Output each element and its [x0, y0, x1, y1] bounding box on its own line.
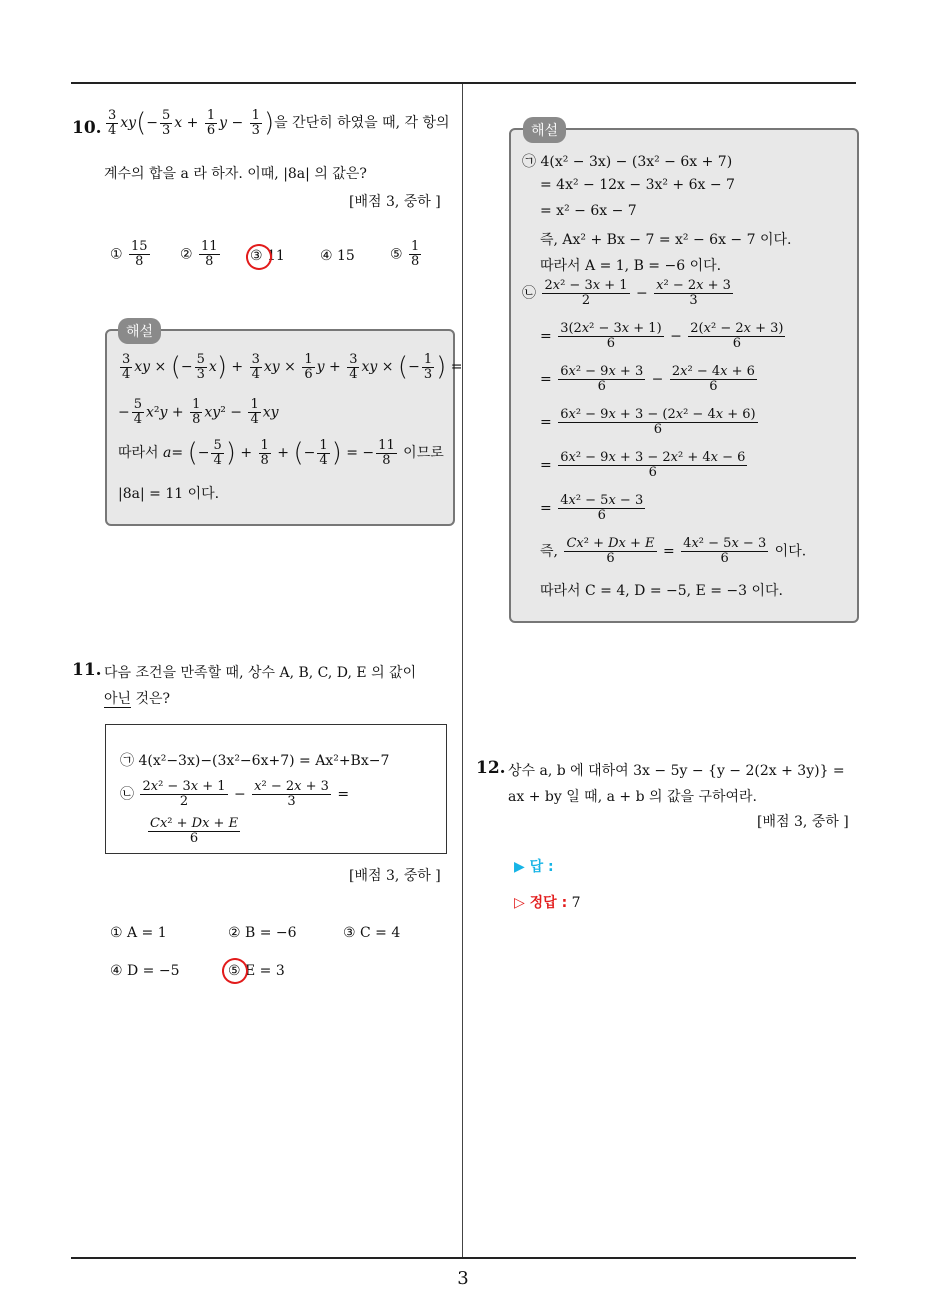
sol-step-6: = $\frac{\text{4x² − 5x − 3}}{6}$ [540, 493, 644, 523]
q11-line2: 아닌 것은? [104, 691, 171, 707]
sol-step-5: = $\frac{\text{6x² − 9x + 3 − 2x² + 4x − 6}}{6}$ [540, 450, 746, 480]
q11-cond1: ㉠ 4(x²−3x)−(3x²−6x+7) = Ax²+Bx−7 [120, 753, 390, 769]
bottom-rule [71, 1257, 856, 1259]
q12-score: [배점 3, 중하 ] [757, 814, 849, 830]
sol-step-3: = $\frac{\text{6x² − 9x + 3}}{6}$ − $\frac{\text{2x² − 4x + 6}}{6}$ [540, 364, 755, 394]
sol-step-4: = $\frac{\text{6x² − 9x + 3 − (2x² − 4x + 6)}}{6}$ [540, 407, 756, 437]
q10-option-2[interactable]: ② $\frac{11}{8}$ [180, 239, 218, 269]
q11-option-3[interactable]: ③ C = 4 [343, 925, 401, 941]
q11-cond2-rhs: $\frac{\text{Cx² + Dx + E}}{6}$ [150, 816, 239, 846]
sol-line-3: = x² − 6x − 7 [540, 203, 637, 219]
q10-option-4[interactable]: ④ 15 [320, 248, 355, 264]
right-solution-tag: 해설 [523, 117, 566, 143]
q12-line2: ax + by 일 때, a + b 의 값을 구하여라. [508, 789, 758, 805]
q10-expression: $\frac{3}{4}$ xy(− $\frac{5}{3}$ x + $\frac{1}{6}$ y − $\frac{1}{3}$ )을 간단히 하였을 때, 각 항의 [108, 107, 450, 138]
q10-sol-line2: − $\frac{5}{4}$ x²y + $\frac{1}{8}$ xy² − $\frac{1}{4}$ xy [118, 397, 279, 427]
q11-line1: 다음 조건을 만족할 때, 상수 A, B, C, D, E 의 값이 [104, 665, 417, 681]
column-divider [462, 84, 463, 1257]
q11-option-5[interactable]: ⑤ E = 3 [228, 963, 285, 979]
q11-option-4[interactable]: ④ D = −5 [110, 963, 180, 979]
q10-sol-line1: $\frac{3}{4}$ xy × (− $\frac{5}{3}$ x) + $\frac{3}{4}$ xy × $\frac{1}{6}$ y + $\frac{3}{4}$ xy × (− $\frac{1}{3}$ ) = [122, 351, 463, 382]
q12-correct: ▷ 정답 : 7 [514, 895, 581, 911]
q11-number: 11. [72, 660, 102, 680]
q10-text-tail: 을 간단히 하였을 때, 각 항의 [274, 115, 450, 131]
answer-circle-mark [219, 955, 251, 987]
sol-line-5: 따라서 A = 1, B = −6 이다. [540, 258, 722, 274]
sol-final: 따라서 C = 4, D = −5, E = −3 이다. [540, 583, 784, 599]
page-number: 3 [457, 1268, 469, 1289]
answer-circle-mark [243, 241, 275, 273]
top-rule [71, 82, 856, 84]
sol-step-2: = $\frac{\text{3(2x² − 3x + 1)}}{6}$ − $\frac{\text{2(x² − 2x + 3)}}{6}$ [540, 321, 784, 351]
q10-option-1[interactable]: ① $\frac{15}{8}$ [110, 239, 148, 269]
q11-cond2: ㉡ $\frac{\text{2x² − 3x + 1}}{2}$ − $\frac{\text{x² − 2x + 3}}{3}$ = [120, 779, 350, 809]
q10-sol-line3: 따라서 a= (− $\frac{5}{4}$ ) + $\frac{1}{8}$ + (− $\frac{1}{4}$ ) = − $\frac{11}{8}$ 이므로 [118, 437, 444, 468]
q10-solution-tag: 해설 [118, 318, 161, 344]
q11-option-2[interactable]: ② B = −6 [228, 925, 297, 941]
q10-number: 10. [72, 118, 102, 138]
q12-answer-label: ▶ 답 : [514, 859, 554, 875]
sol-step-7: 즉, $\frac{\text{Cx² + Dx + E}}{6}$ = $\frac{\text{4x² − 5x − 3}}{6}$ 이다. [540, 536, 807, 566]
sol-line-4: 즉, Ax² + Bx − 7 = x² − 6x − 7 이다. [540, 232, 792, 248]
sol-step-1: ㉡ $\frac{\text{2x² − 3x + 1}}{2}$ − $\frac{\text{x² − 2x + 3}}{3}$ [522, 278, 731, 308]
q10-line2: 계수의 합을 a 라 하자. 이때, |8a| 의 값은? [104, 166, 367, 182]
q10-option-3[interactable]: ③ 11 [250, 248, 285, 264]
q12-line1: 상수 a, b 에 대하여 3x − 5y − {y − 2(2x + 3y)} = [508, 763, 845, 779]
q12-number: 12. [476, 758, 506, 778]
q10-option-5[interactable]: ⑤ $\frac{1}{8}$ [390, 239, 420, 269]
sol-line-1: ㉠ 4(x² − 3x) − (3x² − 6x + 7) [522, 154, 733, 170]
q10-score: [배점 3, 중하 ] [349, 194, 441, 210]
q10-sol-line4: |8a| = 11 이다. [118, 486, 220, 502]
sol-line-2: = 4x² − 12x − 3x² + 6x − 7 [540, 177, 735, 193]
q11-option-1[interactable]: ① A = 1 [110, 925, 167, 941]
q11-score: [배점 3, 중하 ] [349, 868, 441, 884]
